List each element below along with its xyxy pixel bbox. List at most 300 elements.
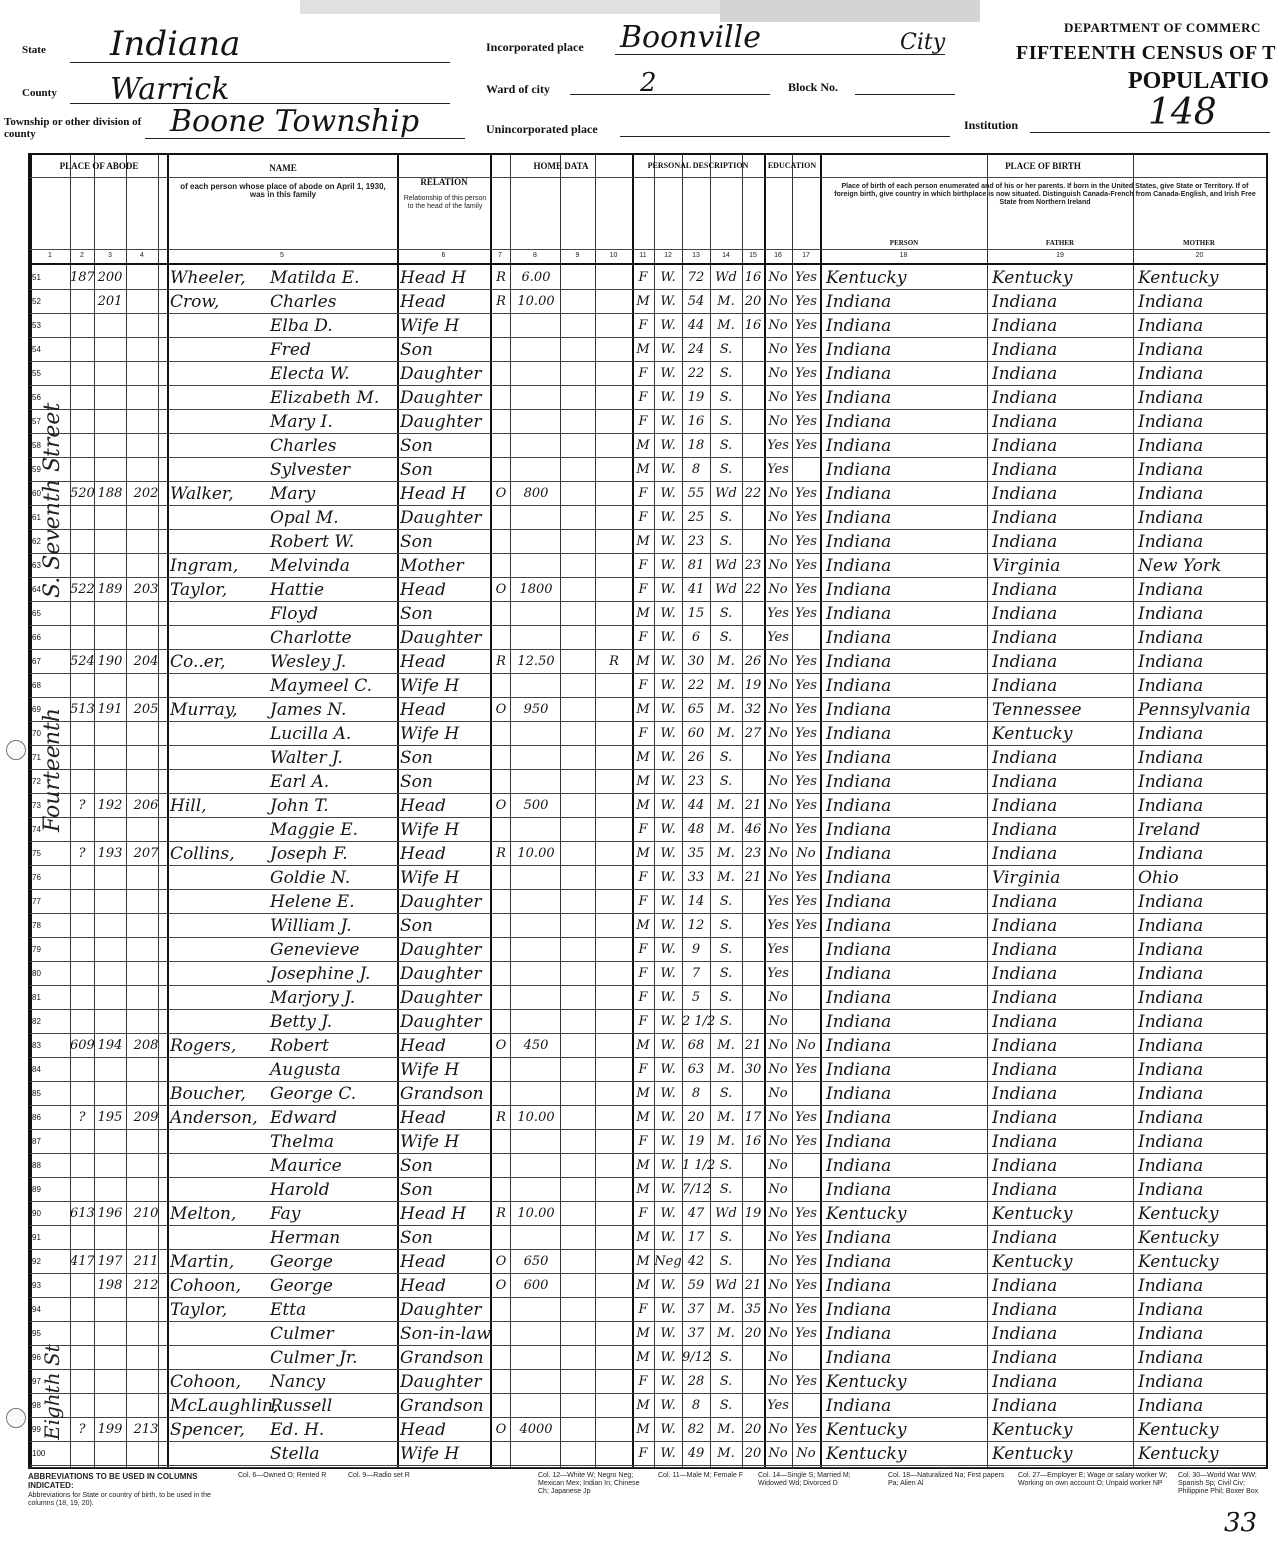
population-title: POPULATIO <box>1128 68 1269 94</box>
line-number: 67 <box>32 657 41 666</box>
birthplace-person: Indiana <box>826 1132 892 1152</box>
read-write <box>792 1009 820 1033</box>
family-number <box>126 505 166 529</box>
home-tenure <box>492 361 510 385</box>
dwelling-number: 196 <box>97 1206 123 1221</box>
home-tenure <box>492 1225 510 1249</box>
age: 6 <box>691 630 701 645</box>
race: W. <box>660 270 676 285</box>
given-name: Nancy <box>270 1372 326 1392</box>
sex: F <box>638 1302 648 1317</box>
header-place-of-birth: PLACE OF BIRTH <box>1005 161 1081 171</box>
given-name: Walter J. <box>270 748 343 768</box>
marital-status: S. <box>719 1182 733 1197</box>
race: W. <box>660 438 676 453</box>
family-number: 212 <box>133 1278 159 1293</box>
age-first-marriage: 21 <box>744 1278 762 1293</box>
attended-school: No <box>768 870 788 885</box>
birthplace-person: Indiana <box>826 604 892 624</box>
birthplace-person: Indiana <box>826 388 892 408</box>
surname: Taylor, <box>170 1300 228 1320</box>
age: 49 <box>687 1446 705 1461</box>
birthplace-father: Indiana <box>992 460 1058 480</box>
line-number: 97 <box>32 1377 41 1386</box>
attended-school: No <box>768 1062 788 1077</box>
surname <box>170 1153 270 1177</box>
house-number: ? <box>78 1110 86 1125</box>
marital-status: M. <box>717 1062 735 1077</box>
radio-set <box>596 553 632 577</box>
radio-set <box>596 1297 632 1321</box>
read-write: Yes <box>795 486 817 501</box>
age: 81 <box>687 558 705 573</box>
table-row <box>30 313 1266 337</box>
sex: M <box>636 750 650 765</box>
table-row <box>30 529 1266 553</box>
read-write: Yes <box>795 654 817 669</box>
relation: Son <box>400 1156 433 1176</box>
line-number: 69 <box>32 705 41 714</box>
marital-status: S. <box>719 1014 733 1029</box>
column-number: 8 <box>533 252 537 259</box>
attended-school: No <box>768 582 788 597</box>
radio-set <box>596 1009 632 1033</box>
home-value <box>512 913 560 937</box>
marital-status: M. <box>717 1422 735 1437</box>
attended-school: No <box>768 1110 788 1125</box>
marital-status: S. <box>719 414 733 429</box>
age: 23 <box>687 534 705 549</box>
read-write: Yes <box>795 726 817 741</box>
home-tenure <box>492 313 510 337</box>
read-write: Yes <box>795 606 817 621</box>
unincorporated-line <box>620 136 950 137</box>
age: 5 <box>691 990 701 1005</box>
dwelling-number <box>94 337 126 361</box>
column-number: 5 <box>280 252 284 259</box>
birthplace-mother: Kentucky <box>1138 1444 1219 1464</box>
birthplace-person: Indiana <box>826 1180 892 1200</box>
dwelling-number <box>94 601 126 625</box>
home-tenure <box>492 721 510 745</box>
family-number: 202 <box>133 486 159 501</box>
surname <box>170 745 270 769</box>
home-value <box>512 1225 560 1249</box>
read-write: Yes <box>795 1254 817 1269</box>
attended-school: No <box>768 702 788 717</box>
street-note: S. Seventh Street <box>40 402 65 598</box>
read-write: Yes <box>795 390 817 405</box>
surname <box>170 313 270 337</box>
birthplace-mother: Kentucky <box>1138 268 1219 288</box>
race: W. <box>660 318 676 333</box>
birthplace-person: Indiana <box>826 1036 892 1056</box>
birthplace-mother: Indiana <box>1138 1348 1204 1368</box>
sex: M <box>636 1350 650 1365</box>
department-title: DEPARTMENT OF COMMERC <box>1064 20 1261 35</box>
home-value <box>512 1129 560 1153</box>
given-name: Helene E. <box>270 892 355 912</box>
surname: Cohoon, <box>170 1372 242 1392</box>
attended-school: No <box>768 846 788 861</box>
house-number <box>70 505 94 529</box>
birthplace-father: Indiana <box>992 412 1058 432</box>
relation: Son <box>400 460 433 480</box>
age-first-marriage: 19 <box>744 678 762 693</box>
home-tenure: R <box>496 270 506 285</box>
line-number: 73 <box>32 801 41 810</box>
dwelling-number <box>94 961 126 985</box>
race: W. <box>660 846 676 861</box>
birthplace-person: Indiana <box>826 1156 892 1176</box>
given-name: Genevieve <box>270 940 360 960</box>
relation: Head <box>400 700 446 720</box>
relation: Daughter <box>400 1012 482 1032</box>
given-name: Robert W. <box>270 532 355 552</box>
column-number: 13 <box>692 252 700 259</box>
birthplace-father: Indiana <box>992 532 1058 552</box>
dwelling-number: 189 <box>97 582 123 597</box>
given-name: Culmer <box>270 1324 334 1344</box>
given-name: Matilda E. <box>270 268 360 288</box>
radio-set <box>596 481 632 505</box>
table-row <box>30 1105 1266 1129</box>
given-name: Thelma <box>270 1132 335 1152</box>
marital-status: M. <box>717 1302 735 1317</box>
home-tenure <box>492 457 510 481</box>
age-first-marriage: 32 <box>744 702 762 717</box>
family-number: 206 <box>133 798 159 813</box>
column-number: 1 <box>48 252 52 259</box>
race: W. <box>660 606 676 621</box>
sex: F <box>638 390 648 405</box>
radio-set <box>596 1081 632 1105</box>
age-first-marriage: 16 <box>744 270 762 285</box>
line-number: 60 <box>32 489 41 498</box>
family-number <box>126 745 166 769</box>
line-number: 79 <box>32 945 41 954</box>
sex: M <box>636 1422 650 1437</box>
attended-school: No <box>768 1230 788 1245</box>
home-tenure <box>492 1369 510 1393</box>
radio-set <box>596 337 632 361</box>
birthplace-mother: Indiana <box>1138 1132 1204 1152</box>
attended-school: No <box>768 822 788 837</box>
given-name: Elizabeth M. <box>270 388 380 408</box>
sex: M <box>636 774 650 789</box>
birthplace-father: Indiana <box>992 1348 1058 1368</box>
sex: F <box>638 990 648 1005</box>
birthplace-person: Indiana <box>826 316 892 336</box>
header-person: PERSON <box>889 239 919 247</box>
dwelling-number: 191 <box>97 702 123 717</box>
age: 23 <box>687 774 705 789</box>
home-value: 4000 <box>519 1422 553 1437</box>
relation: Head <box>400 1420 446 1440</box>
row-rule <box>30 1465 1266 1466</box>
home-value <box>512 385 560 409</box>
line-number: 96 <box>32 1353 41 1362</box>
township-line <box>145 138 465 139</box>
birthplace-person: Indiana <box>826 628 892 648</box>
relation: Head H <box>400 1204 467 1224</box>
birthplace-father: Indiana <box>992 1276 1058 1296</box>
read-write: Yes <box>795 1374 817 1389</box>
family-number <box>126 361 166 385</box>
age-first-marriage <box>742 745 764 769</box>
birthplace-father: Indiana <box>992 628 1058 648</box>
birthplace-person: Indiana <box>826 940 892 960</box>
house-number: 513 <box>70 702 95 717</box>
birthplace-father: Indiana <box>992 916 1058 936</box>
family-number <box>126 1081 166 1105</box>
marital-status: M. <box>717 1038 735 1053</box>
birthplace-person: Indiana <box>826 1300 892 1320</box>
surname: Hill, <box>170 796 207 816</box>
line-number: 91 <box>32 1233 41 1242</box>
age-first-marriage <box>742 1249 764 1273</box>
birthplace-person: Indiana <box>826 652 892 672</box>
state-label: State <box>22 44 46 56</box>
race: W. <box>660 1326 676 1341</box>
given-name: James N. <box>270 700 347 720</box>
radio-set <box>596 1369 632 1393</box>
dwelling-number <box>94 529 126 553</box>
dwelling-number <box>94 1081 126 1105</box>
table-row <box>30 1153 1266 1177</box>
race: W. <box>660 1086 676 1101</box>
table-row <box>30 817 1266 841</box>
race: W. <box>660 1422 676 1437</box>
age-first-marriage <box>742 409 764 433</box>
birthplace-person: Kentucky <box>826 1204 907 1224</box>
race: W. <box>660 1302 676 1317</box>
sex: M <box>636 1158 650 1173</box>
home-value: 6.00 <box>521 270 551 285</box>
age: 48 <box>687 822 705 837</box>
home-tenure <box>492 889 510 913</box>
attended-school: No <box>768 1302 788 1317</box>
relation: Wife H <box>400 676 460 696</box>
age: 60 <box>687 726 705 741</box>
table-row <box>30 1321 1266 1345</box>
birthplace-father: Indiana <box>992 940 1058 960</box>
age: 17 <box>687 1230 705 1245</box>
birthplace-mother: Indiana <box>1138 892 1204 912</box>
birthplace-person: Indiana <box>826 1108 892 1128</box>
sex: F <box>638 510 648 525</box>
house-number <box>70 1441 94 1465</box>
given-name: Wesley J. <box>270 652 347 672</box>
relation: Son <box>400 1228 433 1248</box>
birthplace-father: Indiana <box>992 1108 1058 1128</box>
census-table <box>28 153 1268 1469</box>
relation: Wife H <box>400 1132 460 1152</box>
birthplace-mother: Pennsylvania <box>1138 700 1251 720</box>
abbrev-col9: Col. 9—Radio set R <box>348 1472 410 1479</box>
column-number: 12 <box>664 252 672 259</box>
age: 18 <box>687 438 705 453</box>
home-tenure <box>492 1297 510 1321</box>
read-write <box>792 985 820 1009</box>
birthplace-father: Indiana <box>992 892 1058 912</box>
race: W. <box>660 942 676 957</box>
sex: F <box>638 942 648 957</box>
race: W. <box>660 918 676 933</box>
sex: M <box>636 534 650 549</box>
dwelling-number <box>94 889 126 913</box>
birthplace-person: Kentucky <box>826 1420 907 1440</box>
birthplace-father: Indiana <box>992 436 1058 456</box>
surname: Murray, <box>170 700 238 720</box>
age-first-marriage: 16 <box>744 318 762 333</box>
attended-school: No <box>768 678 788 693</box>
sex: F <box>638 1134 648 1149</box>
house-number <box>70 1009 94 1033</box>
home-value <box>512 601 560 625</box>
family-number <box>126 289 166 313</box>
home-tenure: O <box>495 1254 507 1269</box>
given-name: Fred <box>270 340 311 360</box>
house-number <box>70 409 94 433</box>
relation: Daughter <box>400 940 482 960</box>
table-row <box>30 985 1266 1009</box>
age: 7/12 <box>682 1182 712 1197</box>
age-first-marriage <box>742 1009 764 1033</box>
family-number <box>126 625 166 649</box>
house-number <box>70 1129 94 1153</box>
home-value: 10.00 <box>517 1110 555 1125</box>
birthplace-mother: Indiana <box>1138 796 1204 816</box>
sex: F <box>638 726 648 741</box>
race: W. <box>660 1374 676 1389</box>
home-tenure <box>492 673 510 697</box>
birthplace-mother: Indiana <box>1138 988 1204 1008</box>
table-row <box>30 1057 1266 1081</box>
race: W. <box>660 1014 676 1029</box>
street-note: Eighth St <box>40 1344 64 1440</box>
age: 22 <box>687 366 705 381</box>
birthplace-person: Indiana <box>826 532 892 552</box>
marital-status: S. <box>719 366 733 381</box>
family-number <box>126 1369 166 1393</box>
dwelling-number <box>94 817 126 841</box>
dwelling-number: 193 <box>97 846 123 861</box>
home-value: 10.00 <box>517 846 555 861</box>
table-row <box>30 577 1266 601</box>
dwelling-number <box>94 361 126 385</box>
age-first-marriage <box>742 433 764 457</box>
surname: Crow, <box>170 292 220 312</box>
table-row <box>30 769 1266 793</box>
table-row <box>30 625 1266 649</box>
family-number: 207 <box>133 846 159 861</box>
home-tenure <box>492 1057 510 1081</box>
given-name: George <box>270 1276 333 1296</box>
radio-set <box>596 1033 632 1057</box>
table-row <box>30 721 1266 745</box>
family-number <box>126 1177 166 1201</box>
surname <box>170 1129 270 1153</box>
family-number <box>126 673 166 697</box>
age: 19 <box>687 390 705 405</box>
age-first-marriage <box>742 889 764 913</box>
house-number: 520 <box>70 486 95 501</box>
column-number: 10 <box>609 252 618 259</box>
marital-status: M. <box>717 1110 735 1125</box>
birthplace-mother: Kentucky <box>1138 1204 1219 1224</box>
given-name: Elba D. <box>270 316 333 336</box>
birthplace-person: Indiana <box>826 724 892 744</box>
attended-school: No <box>768 1206 788 1221</box>
table-row <box>30 1129 1266 1153</box>
home-tenure <box>492 1393 510 1417</box>
header-rule <box>30 249 1266 250</box>
dwelling-number: 188 <box>97 486 123 501</box>
birthplace-father: Indiana <box>992 1036 1058 1056</box>
sex: M <box>636 798 650 813</box>
surname: Co..er, <box>170 652 226 672</box>
birthplace-person: Indiana <box>826 1084 892 1104</box>
birthplace-person: Indiana <box>826 844 892 864</box>
sex: M <box>636 1398 650 1413</box>
surname <box>170 769 270 793</box>
read-write: Yes <box>795 414 817 429</box>
line-number: 63 <box>32 561 41 570</box>
relation: Grandson <box>400 1348 484 1368</box>
line-number: 77 <box>32 897 41 906</box>
birthplace-mother: Indiana <box>1138 532 1204 552</box>
house-number <box>70 313 94 337</box>
birthplace-father: Indiana <box>992 964 1058 984</box>
given-name: Maggie E. <box>270 820 359 840</box>
age-first-marriage <box>742 1081 764 1105</box>
dwelling-number <box>94 1297 126 1321</box>
home-tenure <box>492 817 510 841</box>
marital-status: S. <box>719 1158 733 1173</box>
dwelling-number <box>94 1057 126 1081</box>
age-first-marriage <box>742 457 764 481</box>
home-value <box>512 1009 560 1033</box>
read-write: Yes <box>795 558 817 573</box>
dwelling-number: 194 <box>97 1038 123 1053</box>
age: 25 <box>687 510 705 525</box>
family-number <box>126 385 166 409</box>
house-number <box>70 1177 94 1201</box>
family-number <box>126 313 166 337</box>
home-tenure <box>492 529 510 553</box>
read-write: Yes <box>795 1206 817 1221</box>
birthplace-father: Indiana <box>992 1084 1058 1104</box>
attended-school: No <box>768 558 788 573</box>
home-tenure <box>492 1321 510 1345</box>
birthplace-father: Indiana <box>992 604 1058 624</box>
home-tenure <box>492 1009 510 1033</box>
birthplace-father: Indiana <box>992 748 1058 768</box>
line-number: 95 <box>32 1329 41 1338</box>
family-number <box>126 529 166 553</box>
house-number <box>70 1345 94 1369</box>
race: W. <box>660 702 676 717</box>
header-birth-desc: Place of birth of each person enumerated and of his or her parents. If born in the United States, give State or Territory. If of foreign birth, give country in which birthplace is now situated. Distinguish Canada-French from Canada-English, and Irish Free State from Northern Ireland <box>834 183 1256 206</box>
birthplace-mother: Indiana <box>1138 460 1204 480</box>
birthplace-person: Indiana <box>826 964 892 984</box>
read-write: No <box>796 1038 816 1053</box>
sex: M <box>636 846 650 861</box>
marital-status: M. <box>717 798 735 813</box>
home-value <box>512 1177 560 1201</box>
house-number: 187 <box>70 270 95 285</box>
